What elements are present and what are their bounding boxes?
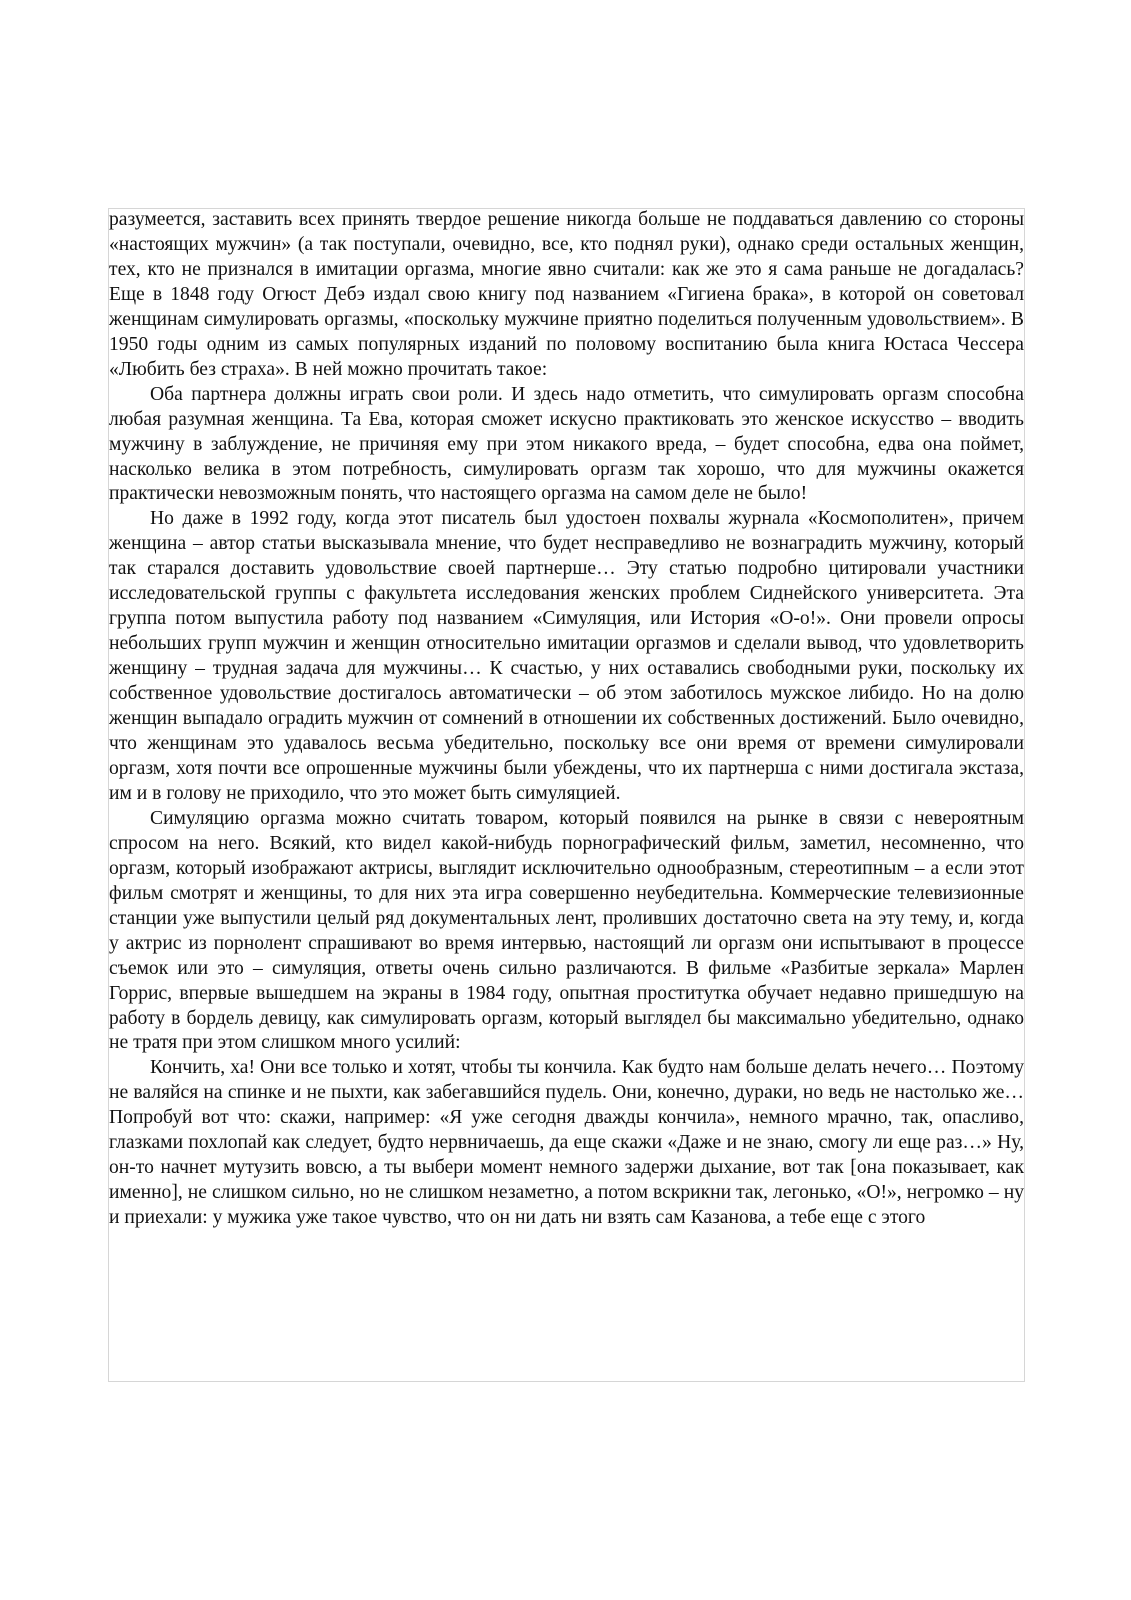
paragraph-3: Но даже в 1992 году, когда этот писатель был удостоен похвалы журнала «Космополитен», причем женщина – автор статьи высказывала мнение, что будет несправедливо не вознаградить мужчину, который так старался доставить удовольствие своей партнерше… Эту статью подробно цитировали участники исследовательской группы с факультета исследования женских проблем Сиднейского университета. Эта группа потом выпустила работу под названием «Симуляция, или История «О-о!». Они провели опросы небольших групп мужчин и женщин относительно имитации оргазмов и сделали вывод, что удовлетворить женщину – трудная задача для мужчины… К счастью, у них оставались свободными руки, поскольку их собственное удовольствие достигалось автоматически – об этом заботилось мужское либидо. Но на долю женщин выпадало оградить мужчин от сомнений в отношении их собственных достижений. Было очевидно, что женщинам это удавалось весьма убедительно, поскольку все они время от времени симулировали оргазм, хотя почти все опрошенные мужчины были убеждены, что их партнерша с ними достигала экстаза, им и в голову не приходило, что это может быть симуляцией.: [109, 508, 1024, 804]
document-body: [109, 208, 1024, 1231]
paragraph-5-quote: Кончить, ха! Они все только и хотят, чтобы ты кончила. Как будто нам больше делать нечего… Поэтому не валяйся на спинке и не пыхти, как забегавшийся пудель. Они, конечно, дураки, но ведь не настолько же… Попробуй вот что: скажи, например: «Я уже сегодня дважды кончила», немного мрачно, так, опасливо, глазками похлопай как следует, будто нервничаешь, да еще скажи «Даже и не знаю, смогу ли еще раз…» Ну, он-то начнет мутузить вовсю, а ты выбери момент немного задержи дыхание, вот так [она показывает, как именно], не слишком сильно, но не слишком незаметно, а потом вскрикни так, легонько, «О!», негромко – ну и приехали: у мужика уже такое чувство, что он ни дать ни взять сам Казанова, а тебе еще с этого: [109, 1057, 1024, 1229]
text-frame: [108, 208, 1025, 1382]
paragraph-2-quote: Оба партнера должны играть свои роли. И здесь надо отметить, что симулировать оргазм способна любая разумная женщина. Та Ева, которая сможет искусно практиковать это женское искусство – вводить мужчину в заблуждение, не причиняя ему при этом никакого вреда, – будет способна, едва она поймет, насколько велика в этом потребность, симулировать оргазм так хорошо, что для мужчины окажется практически невозможным понять, что настоящего оргазма на самом деле не было!: [109, 383, 1024, 505]
paragraph-4: Симуляцию оргазма можно считать товаром, который появился на рынке в связи с невероятным спросом на него. Всякий, кто видел какой-нибудь порнографический фильм, заметил, несомненно, что оргазм, который изображают актрисы, выглядит исключительно однообразным, стереотипным – а если этот фильм смотрят и женщины, то для них эта игра совершенно неубедительна. Коммерческие телевизионные станции уже выпустили целый ряд документальных лент, проливших достаточно света на эту тему, и, когда у актрис из порнолент спрашивают во время интервью, настоящий ли оргазм они испытывают в процессе съемок или это – симуляция, ответы очень сильно различаются. В фильме «Разбитые зеркала» Марлен Горрис, впервые вышедшем на экраны в 1984 году, опытная проститутка обучает недавно пришедшую на работу в бордель девицу, как симулировать оргазм, который выглядел бы максимально убедительно, однако не тратя при этом слишком много усилий:: [109, 807, 1024, 1054]
paragraph-1: разумеется, заставить всех принять твердое решение никогда больше не поддаваться давлению со стороны «настоящих мужчин» (а так поступали, очевидно, все, кто поднял руки), однако среди остальных женщин, тех, кто не признался в имитации оргазма, многие явно считали: как же это я сама раньше не догадалась? Еще в 1848 году Огюст Дебэ издал свою книгу под названием «Гигиена брака», в которой он советовал женщинам симулировать оргазмы, «поскольку мужчине приятно поделиться полученным удовольствием». В 1950 годы одним из самых популярных изданий по половому воспитанию была книга Юстаса Чессера «Любить без страха». В ней можно прочитать такое:: [109, 209, 1024, 380]
